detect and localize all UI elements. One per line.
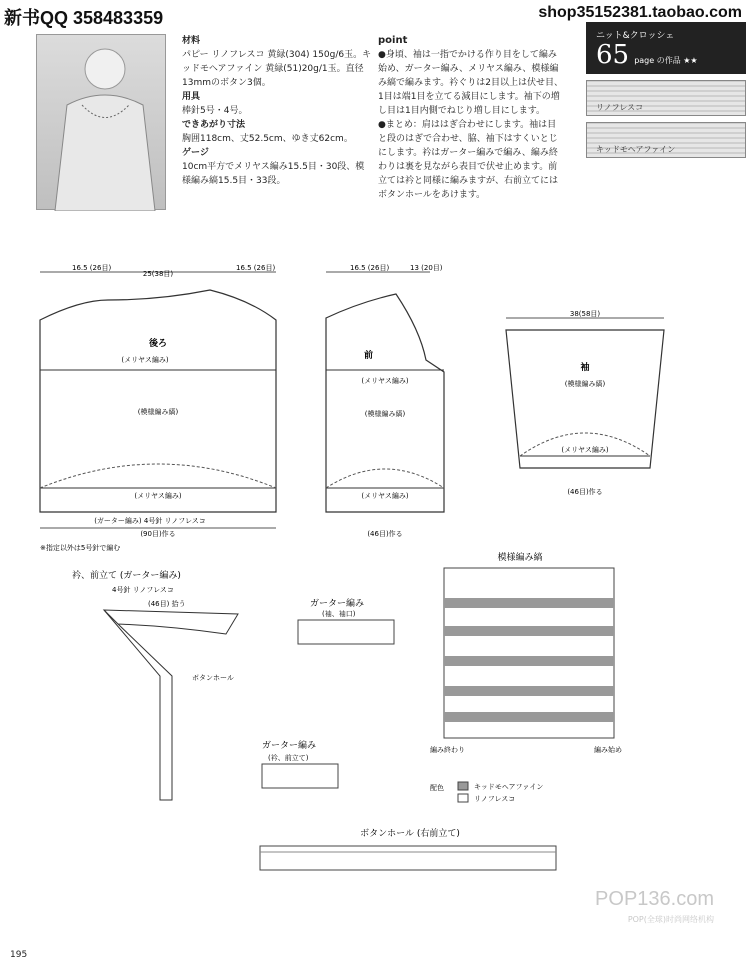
back-meriyasu-bottom: (メリヤス編み) xyxy=(134,492,182,500)
back-label: 後ろ xyxy=(148,339,168,349)
badge-category: ニット&クロッシェ xyxy=(596,31,675,41)
garter-chart-title-1: ガーター編み xyxy=(310,599,365,609)
front-width: (46目)作る xyxy=(367,530,403,538)
buttonhole-chart xyxy=(260,846,556,870)
garter-chart-1 xyxy=(298,620,394,644)
badge-number: 65 xyxy=(596,40,630,70)
gauge-text: 10cm平方でメリヤス編み15.5目・30段、模様編み縞15.5目・33段。 xyxy=(182,162,365,186)
color-lino-swatch xyxy=(458,794,468,802)
sleeve-label: 袖 xyxy=(580,363,590,373)
tools-text: 棒針5号・4号。 xyxy=(182,106,248,116)
tools-title: 用具 xyxy=(182,92,201,102)
buttonhole-title: ボタンホール (右前立て) xyxy=(360,829,460,839)
color-lino: リノフレスコ xyxy=(474,795,516,803)
front-label: 前 xyxy=(364,351,374,361)
point-title: point xyxy=(378,35,408,46)
header-left: 新书QQ 358483359 xyxy=(4,8,164,28)
garter-chart-sub-2: (衿、前立て) xyxy=(268,754,309,762)
page-number: 195 xyxy=(10,950,28,960)
gauge-title: ゲージ xyxy=(182,148,209,158)
size-note: ※指定以外は5号針で編む xyxy=(40,544,121,552)
moyou-chart-title: 模様編み縞 xyxy=(497,553,543,563)
sleeve-moyou: (模様編み縞) xyxy=(564,380,606,388)
front-curve xyxy=(326,469,444,488)
front-top-label: 13 (20目) xyxy=(410,264,443,272)
swatch-kid-label: キッドモヘアファイン xyxy=(596,145,676,154)
front-side-label: 16.5 (26目) xyxy=(350,264,390,272)
front-meriyasu-bottom: (メリヤス編み) xyxy=(361,492,409,500)
garter-chart-sub-1: (袖、袖口) xyxy=(322,610,356,618)
size-title: できあがり寸法 xyxy=(182,120,246,130)
front-moyou: (模様編み縞) xyxy=(364,410,406,418)
materials-title: 材料 xyxy=(182,36,201,46)
garter-chart-2 xyxy=(262,764,338,788)
back-top-label: 25(38目) xyxy=(142,270,174,278)
sleeve-top-label: 38(58目) xyxy=(569,310,601,318)
sleeve-width: (46目)作る xyxy=(567,488,603,496)
header-right: shop35152381.taobao.com xyxy=(538,4,742,21)
back-meriyasu: (メリヤス編み) xyxy=(121,356,169,364)
buttonhole-label: ボタンホール xyxy=(192,674,234,682)
size-text: 胸囲118cm、丈52.5cm、ゆき丈62cm。 xyxy=(182,134,353,144)
materials-text: パピー リノフレスコ 黄緑(304) 150g/6玉。キッドモヘアファイン 黄緑(51)20g/1玉。直径13mmのボタン3個。 xyxy=(182,50,372,88)
back-outline xyxy=(40,290,276,512)
front-meriyasu: (メリヤス編み) xyxy=(361,377,409,385)
collar-sub: 4号針 リノフレスコ xyxy=(112,586,174,594)
point-p2: ●まとめ：肩ははぎ合わせにします。袖は目と段のはぎで合わせ、脇、袖下はすくいとじにします。衿はガーター編みで編み、編み終わりは裏を見ながら表目で伏せ止めます。前立ては衿と同様に編みますが、右前立てにはボタンホールをあけます。 xyxy=(378,120,559,200)
back-width: (90目)作る xyxy=(140,530,176,538)
back-curve xyxy=(40,464,276,488)
color-kid: キッドモヘアファイン xyxy=(474,783,544,791)
color-kid-swatch xyxy=(458,782,468,790)
badge-page-label: page の作品 ★★ xyxy=(634,56,698,65)
garter-chart-title-2: ガーター編み xyxy=(262,741,317,751)
front-outline xyxy=(326,294,444,512)
collar-title: 衿、前立て (ガーター編み) xyxy=(72,571,181,581)
sleeve-meriyasu: (メリヤス編み) xyxy=(561,446,609,454)
moyou-start: 編み始め xyxy=(594,746,622,754)
front-band xyxy=(104,610,172,800)
watermark-logo: POP136.com xyxy=(595,888,714,910)
moyou-end: 編み終わり xyxy=(430,746,465,754)
back-side-label-l: 16.5 (26目) xyxy=(72,264,112,272)
back-garter: (ガーター編み) 4号針 リノフレスコ xyxy=(94,517,206,525)
moyou-chart-bands xyxy=(444,598,614,722)
watermark-logo-sub: POP(全球)时尚网络机构 xyxy=(627,915,714,924)
back-side-label-r: 16.5 (26目) xyxy=(236,264,276,272)
collar-pick: (46目) 拾う xyxy=(148,600,186,608)
color-label: 配色 xyxy=(430,784,444,792)
swatch-lino-label: リノフレスコ xyxy=(596,103,644,112)
back-moyou: (模様編み縞) xyxy=(137,408,179,416)
point-p1: ●身頃、袖は一指でかける作り目をして編み始め、ガーター編み、メリヤス編み、模様編み縞で編みます。衿ぐりは2目以上は伏せ目、1目は端1目を立てる減目にします。袖下の増し目は1目内側でねじり増し目にします。 xyxy=(378,50,564,116)
